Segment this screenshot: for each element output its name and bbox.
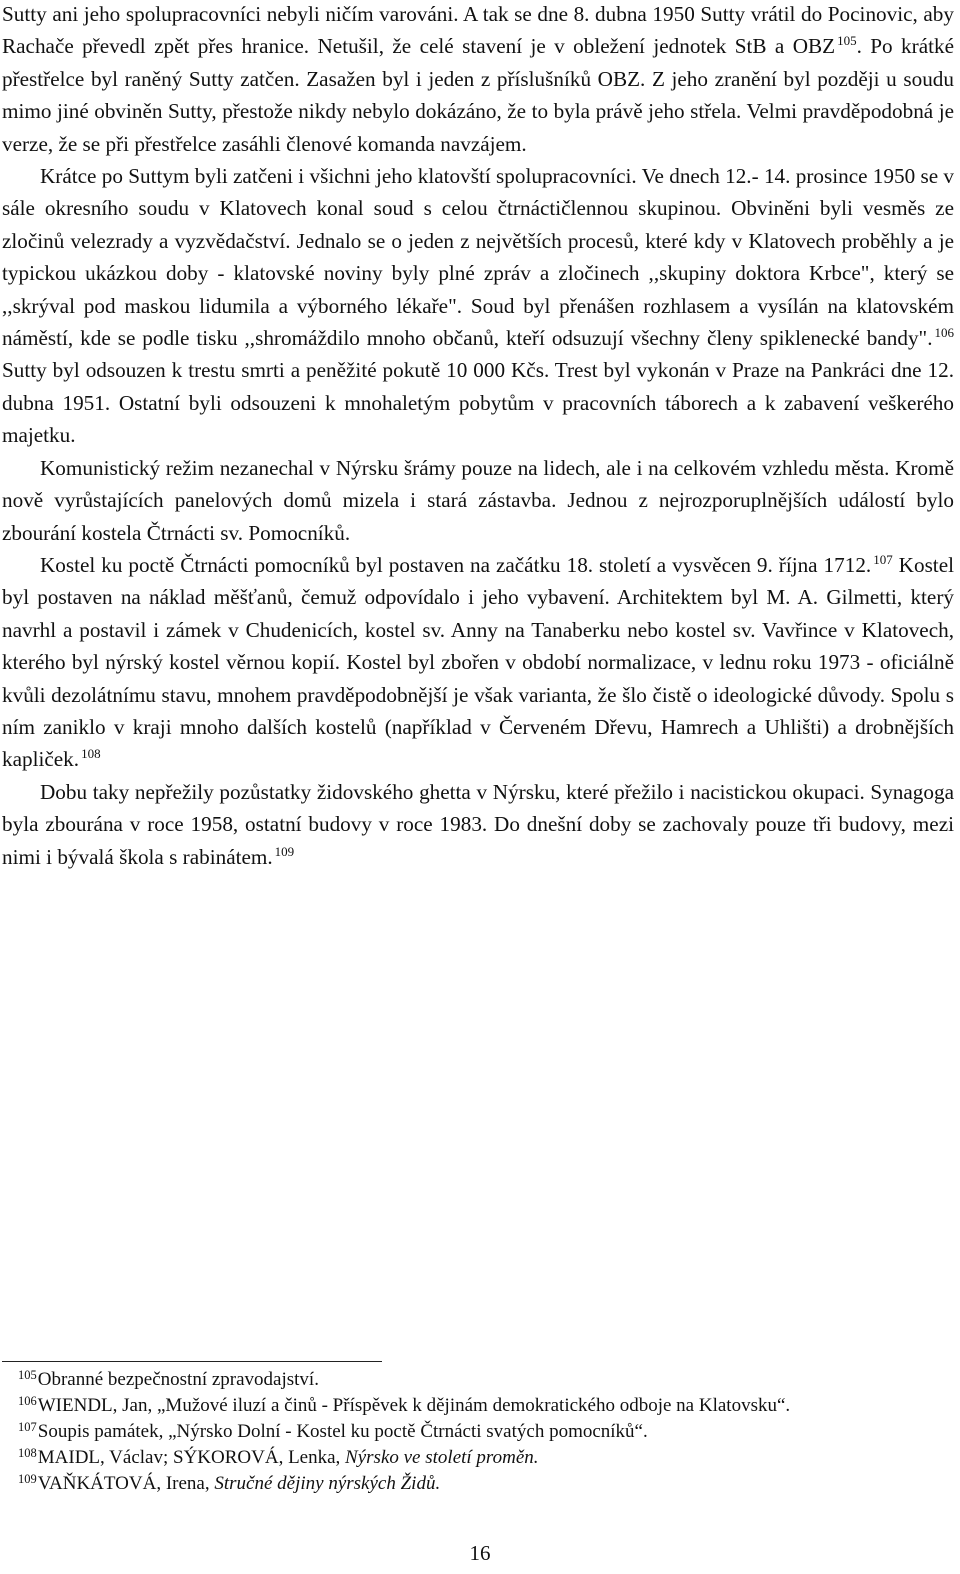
footnote-text: VAŇKÁTOVÁ, Irena,: [37, 1473, 215, 1494]
footnote-number: 107: [18, 1420, 37, 1434]
footnote: [18, 1367, 948, 1393]
page-number: 16: [469, 1541, 491, 1565]
footnote-title: Stručné dějiny nýrských Židů.: [214, 1473, 441, 1494]
footnote: [18, 1393, 948, 1419]
paragraph: [2, 776, 954, 873]
paragraph-text: Sutty ani jeho spolupracovníci nebyli ničím varováni. A tak se dne 8. dubna 1950 Sutty vrátil do Pocinovic, aby Rachače převedl zpět přes hranice. Netušil, že celé stavení je v obležení jednotek StB a OBZ: [2, 2, 954, 59]
footnote-text: Obranné bezpečnostní zpravodajství.: [37, 1369, 319, 1390]
footnote: [18, 1445, 948, 1471]
footnote-number: 109: [18, 1472, 37, 1486]
footnote-title: Nýrsko ve století proměn.: [345, 1447, 539, 1468]
footnote-reference: 105: [837, 33, 857, 49]
paragraph: [2, 549, 954, 776]
footnote-number: 106: [18, 1394, 37, 1408]
footnote-reference: 107: [873, 551, 893, 567]
footnote-number: 105: [18, 1368, 37, 1382]
footnote-text: MAIDL, Václav; SÝKOROVÁ, Lenka,: [37, 1447, 346, 1468]
paragraph-text: Sutty byl odsouzen k trestu smrti a peněžité pokutě 10 000 Kčs. Trest byl vykonán v Praze na Pankráci dne 12. dubna 1951. Ostatní byli odsouzeni k mnohaletým pobytům v pracovních táborech a k zabavení veškerého majetku.: [2, 358, 954, 448]
footnote-text: Soupis památek, „Nýrsko Dolní - Kostel ku poctě Čtrnácti svatých pomocníků“.: [37, 1421, 648, 1442]
paragraph: [2, 452, 954, 549]
footnote-reference: 106: [934, 325, 954, 341]
paragraph-text: Komunistický režim nezanechal v Nýrsku šrámy pouze na lidech, ale i na celkovém vzhledu města. Kromě nově vyrůstajících panelových domů mizela i stará zástavba. Jednou z nejrozporuplnějších událostí bylo zbourání kostela Čtrnácti sv. Pomocníků.: [2, 455, 954, 545]
paragraph-text: Dobu taky nepřežily pozůstatky židovského ghetta v Nýrsku, které přežilo i nacistickou okupaci. Synagoga byla zbourána v roce 1958, ostatní budovy v roce 1983. Do dnešní doby se zachovaly pouze tři budovy, mezi nimi i bývalá škola s rabinátem.: [2, 779, 954, 869]
footnote-reference: 109: [274, 843, 295, 859]
footnote-reference: 108: [81, 746, 101, 762]
paragraph-text: . Po krátké přestřelce byl raněný Sutty zatčen. Zasažen byl i jeden z příslušníků OBZ. Z jeho zranění byl později u soudu mimo jiné obviněn Sutty, přestože nikdy nebylo dokázáno, že to byla právě jeho střela. Velmi pravděpodobná je verze, že se při přestřelce zasáhli členové komanda navzájem.: [2, 34, 954, 156]
footnote: [18, 1471, 948, 1497]
footnote-number: 108: [18, 1446, 37, 1460]
paragraph-text: Kostel byl postaven na náklad měšťanů, čemuž odpovídalo i jeho vybavení. Architektem byl M. A. Gilmetti, který navrhl a postavil i zámek v Chudenicích, kostel sv. Anny na Tanaberku nebo kostel sv. Vavřince v Klatovech, kterého byl nýrský kostel věrnou kopií. Kostel byl zbořen v období normalizace, v lednu roku 1973 - oficiálně kvůli dezolátnímu stavu, mnohem pravděpodobnější je však varianta, že šlo čistě o ideologické důvody. Spolu s ním zaniklo v kraji mnoho dalších kostelů (například v Červeném Dřevu, Hamrech a Uhlišti) a drobnějších kapliček.: [2, 552, 954, 772]
body-text: [2, 0, 954, 873]
footnote-separator: [2, 1361, 382, 1362]
footnote: [18, 1419, 948, 1445]
paragraph: [2, 0, 954, 160]
paragraph-text: Kostel ku poctě Čtrnácti pomocníků byl postaven na začátku 18. století a vysvěcen 9. října 1712.: [40, 552, 872, 577]
paragraph: [2, 160, 954, 452]
paragraph-text: Krátce po Suttym byli zatčeni i všichni jeho klatovští spolupracovníci. Ve dnech 12.- 14. prosince 1950 se v sále okresního soudu v Klatovech konal soud s celou čtrnáctičlennou skupinou. Obviněni byli vesměs ze zločinů velezrady a vyzvědačství. Jednalo se o jeden z největších procesů, které kdy v Klatovech proběhly a je typickou ukázkou doby - klatovské noviny byly plné zpráv a zločinech ,,skupiny doktora Krbce", který se ,,skrýval pod maskou lidumila a výborného lékaře". Soud byl přenášen rozhlasem a vysílán na klatovském náměstí, kde se podle tisku ,,shromáždilo mnoho občanů, kteří odsuzují všechny členy spiklenecké bandy".: [2, 164, 955, 351]
footnote-text: WIENDL, Jan, „Mužové iluzí a činů - Příspěvek k dějinám demokratického odboje na Klatovsku“.: [37, 1395, 791, 1416]
footnotes: [18, 1367, 948, 1497]
